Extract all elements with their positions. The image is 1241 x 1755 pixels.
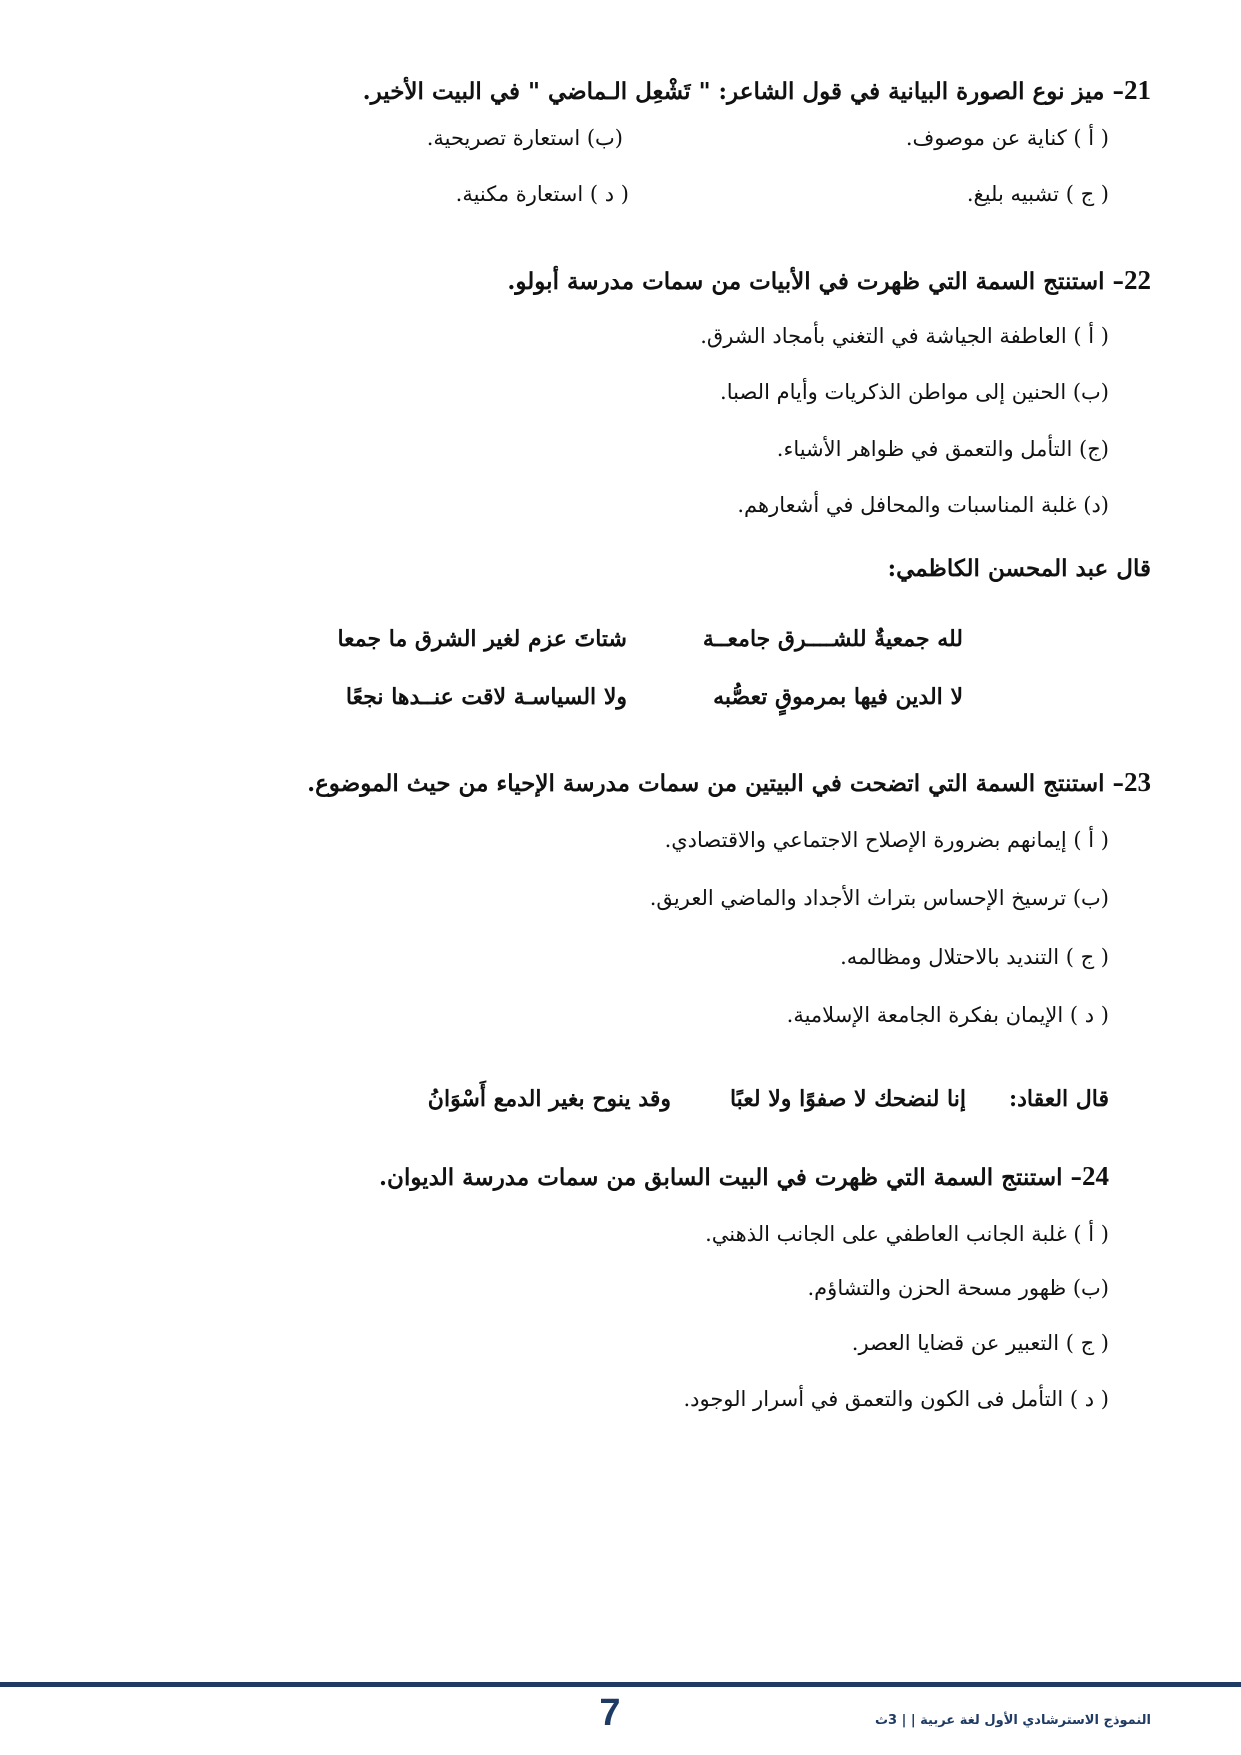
q22-option-c: (ج) التأمل والتعمق في ظواهر الأشياء.: [776, 437, 1109, 461]
verse-1-first-hemistich: لله جمعيةٌ للشــــرق جامعــة: [702, 626, 963, 652]
question-text: – استنتج السمة التي ظهرت في البيت السابق من سمات مدرسة الديوان.: [379, 1164, 1082, 1191]
footer-divider: [0, 1682, 1241, 1687]
question-number: 24: [1082, 1161, 1109, 1191]
aqqad-second-hemistich: وقد ينوح بغير الدمع أَسْوَانُ: [427, 1086, 671, 1112]
question-text: – استنتج السمة التي ظهرت في الأبيات من سمات مدرسة أبولو.: [507, 268, 1124, 295]
question-21: [60, 72, 1151, 110]
question-number: 23: [1124, 767, 1151, 797]
q22-option-b: (ب) الحنين إلى مواطن الذكريات وأيام الصبا.: [720, 380, 1109, 404]
aqqad-first-hemistich: إنا لنضحك لا صفوًا ولا لعبًا: [729, 1086, 966, 1112]
q24-option-b: (ب) ظهور مسحة الحزن والتشاؤم.: [807, 1276, 1109, 1300]
q21-option-b: (ب) استعارة تصريحية.: [426, 126, 623, 150]
verse-2-second-hemistich: ولا السياسـة لاقت عنــدها نجعًا: [345, 684, 627, 710]
q21-option-a: ( أ ) كناية عن موصوف.: [905, 126, 1109, 150]
q24-option-c: ( ج ) التعبير عن قضايا العصر.: [851, 1331, 1109, 1355]
question-text: – استنتج السمة التي اتضحت في البيتين من سمات مدرسة الإحياء من حيث الموضوع.: [307, 770, 1124, 797]
q23-option-b: (ب) ترسيخ الإحساس بتراث الأجداد والماضي العريق.: [649, 886, 1109, 910]
q24-option-a: ( أ ) غلبة الجانب العاطفي على الجانب الذهني.: [705, 1222, 1109, 1246]
footer-title: النموذج الاسترشادي الأول لغة عربية | | 3ث: [874, 1713, 1151, 1728]
question-24: [60, 1158, 1109, 1196]
q23-option-a: ( أ ) إيمانهم بضرورة الإصلاح الاجتماعي والاقتصادي.: [664, 828, 1109, 852]
q22-option-d: (د) غلبة المناسبات والمحافل في أشعارهم.: [737, 493, 1109, 517]
verse-1-second-hemistich: شتاتَ عزم لغير الشرق ما جمعا: [337, 626, 627, 652]
question-22: [60, 262, 1151, 300]
q21-option-d: ( د ) استعارة مكنية.: [455, 182, 629, 206]
question-23: [60, 764, 1151, 802]
verse-2-first-hemistich: لا الدين فيها بمرموقٍ تعصُّبه: [713, 684, 963, 710]
q24-option-d: ( د ) التأمل فى الكون والتعمق في أسرار الوجود.: [683, 1387, 1109, 1411]
poet-intro-kadhimi: قال عبد المحسن الكاظمي:: [887, 555, 1151, 582]
question-number: 21: [1124, 75, 1151, 105]
q21-option-c: ( ج ) تشبيه بليغ.: [966, 182, 1109, 206]
poet-intro-aqqad: قال العقاد:: [1008, 1086, 1109, 1112]
question-text: – ميز نوع الصورة البيانية في قول الشاعر: " تَشْعِل الـماضي " في البيت الأخير.: [362, 78, 1124, 105]
q23-option-d: ( د ) الإيمان بفكرة الجامعة الإسلامية.: [786, 1003, 1109, 1027]
page-number: 7: [599, 1692, 621, 1734]
q23-option-c: ( ج ) التنديد بالاحتلال ومظالمه.: [840, 945, 1109, 969]
question-number: 22: [1124, 265, 1151, 295]
q22-option-a: ( أ ) العاطفة الجياشة في التغني بأمجاد الشرق.: [700, 324, 1109, 348]
